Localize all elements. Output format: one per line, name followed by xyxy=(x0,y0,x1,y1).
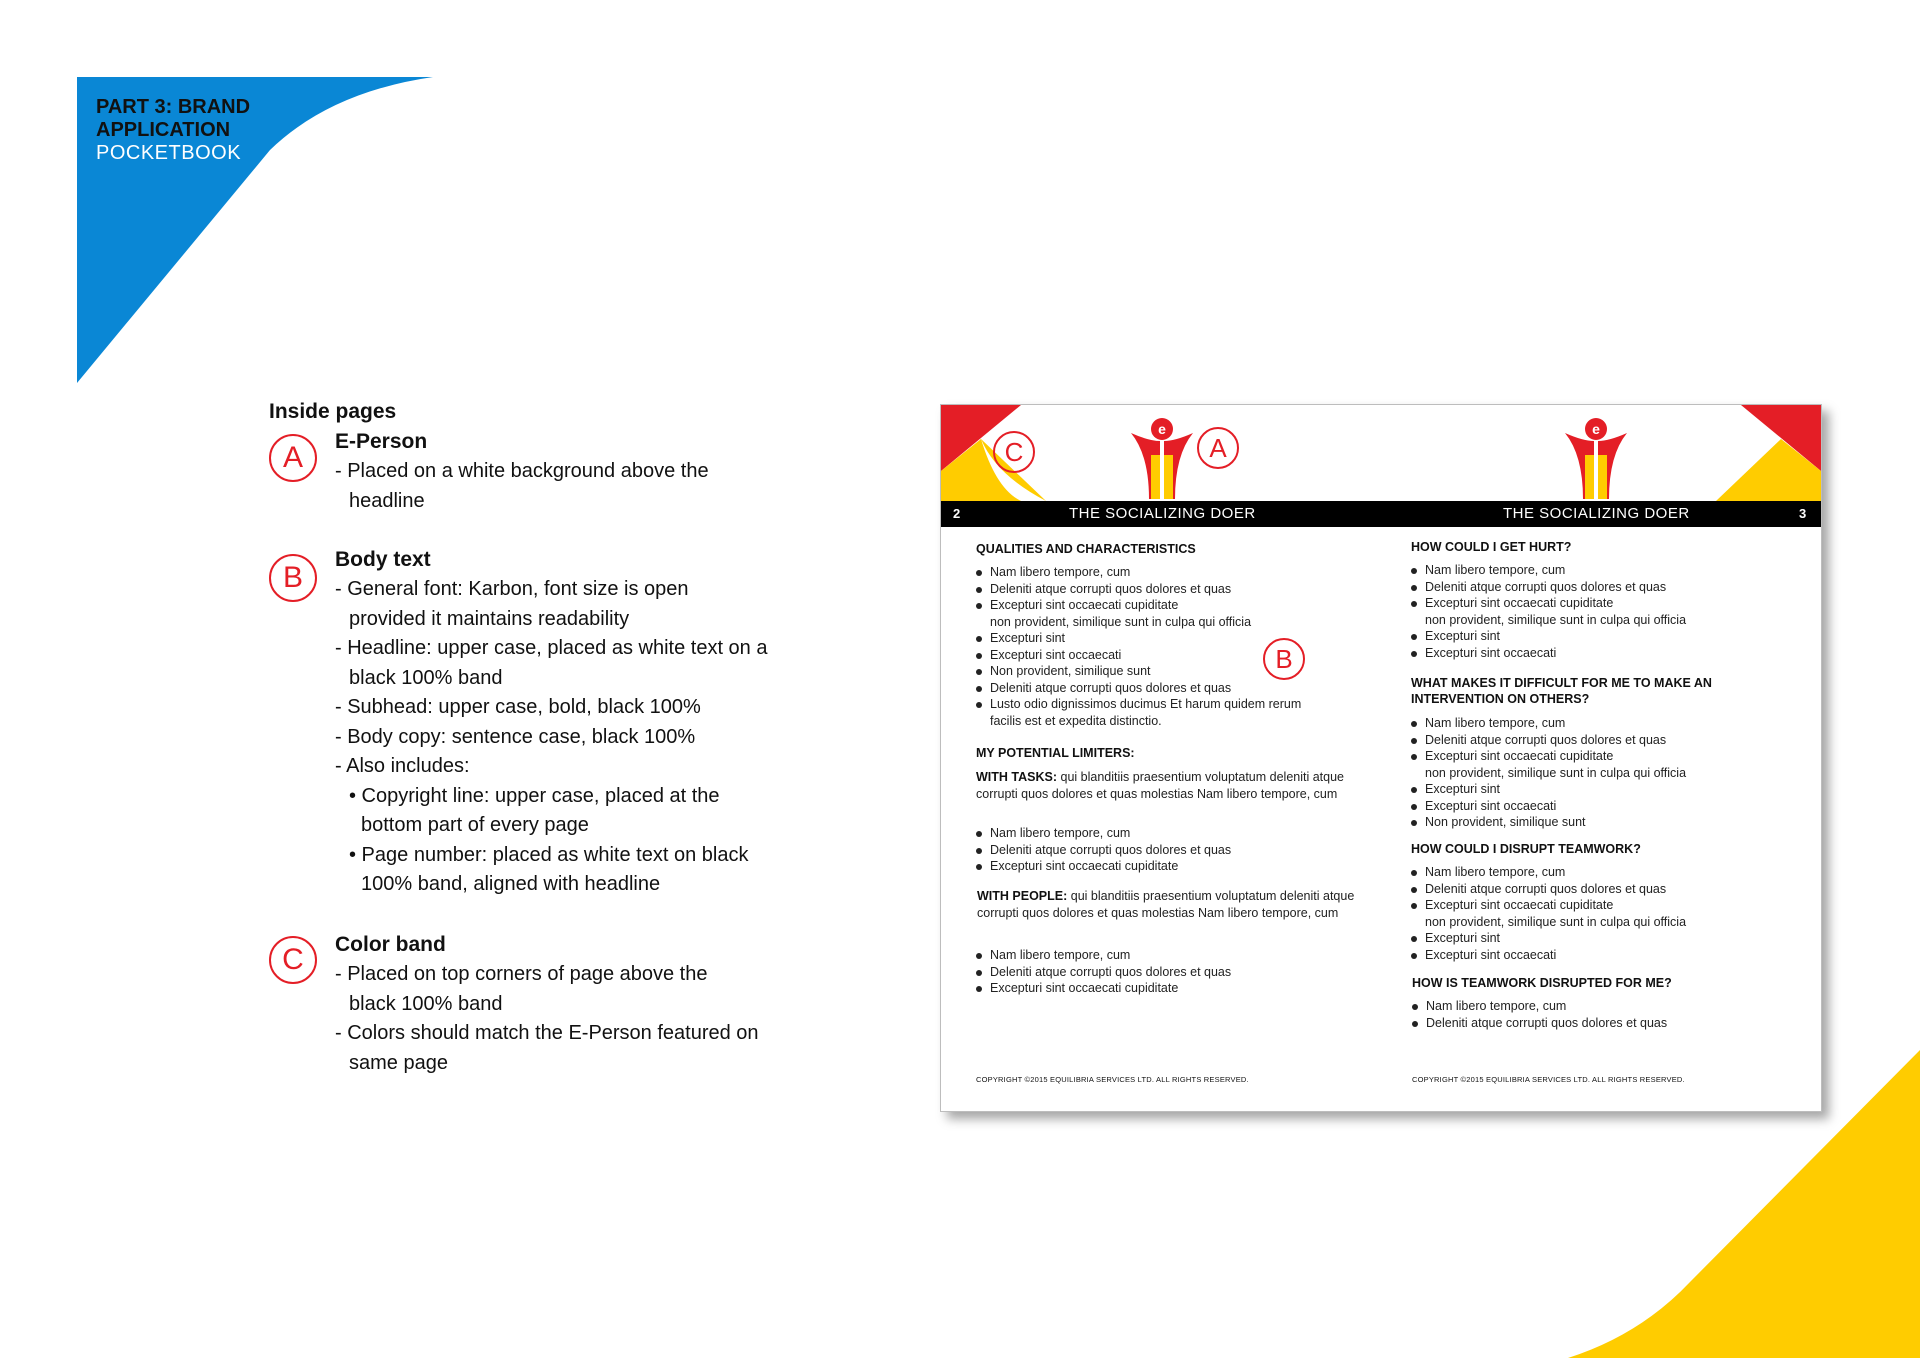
list-item: Nam libero tempore, cum xyxy=(1409,562,1686,579)
list-item: facilis est et expedita distinctio. xyxy=(990,713,1162,728)
disrupt-list xyxy=(1409,864,1686,963)
marker-c: C xyxy=(269,936,317,984)
section-c-line: - Colors should match the E-Person featured on xyxy=(335,1022,759,1044)
subhead-qualities: QUALITIES AND CHARACTERISTICS xyxy=(976,542,1196,556)
list-item: non provident, similique sunt in culpa qui officia xyxy=(990,614,1252,629)
list-item: Deleniti atque corrupti quos dolores et quas xyxy=(974,680,1301,697)
e-person-logo-right xyxy=(1561,415,1631,499)
list-item: Excepturi sint occaecati xyxy=(1409,645,1686,662)
list-item: Excepturi sint occaecati xyxy=(974,647,1301,664)
difficult-list xyxy=(1409,715,1686,831)
list-item: Excepturi sint occaecati cupiditate xyxy=(1409,748,1686,765)
list-item: non provident, similique sunt in culpa qui officia xyxy=(1425,914,1687,929)
list-item: Lusto odio dignissimos ducimus Et harum quidem rerum xyxy=(974,696,1301,713)
list-item: Nam libero tempore, cum xyxy=(1409,715,1686,732)
list-item: Nam libero tempore, cum xyxy=(974,947,1231,964)
list-item: Excepturi sint xyxy=(1409,930,1686,947)
subhead-difficult-1: WHAT MAKES IT DIFFICULT FOR ME TO MAKE AN xyxy=(1411,676,1712,690)
list-item: Deleniti atque corrupti quos dolores et quas xyxy=(974,964,1231,981)
people-label: WITH PEOPLE: xyxy=(977,889,1068,903)
list-item: Excepturi sint occaecati cupiditate xyxy=(974,980,1231,997)
disrupted-list xyxy=(1410,998,1667,1031)
book-marker-b: B xyxy=(1263,638,1305,680)
list-item: Excepturi sint occaecati cupiditate xyxy=(1409,595,1686,612)
section-b-line: bottom part of every page xyxy=(361,814,589,836)
tasks-list xyxy=(974,825,1231,875)
people-paragraph xyxy=(977,888,1362,921)
subhead-disrupted: HOW IS TEAMWORK DISRUPTED FOR ME? xyxy=(1412,976,1672,990)
list-item: Excepturi sint xyxy=(974,630,1301,647)
hurt-list xyxy=(1409,562,1686,661)
list-item: Deleniti atque corrupti quos dolores et quas xyxy=(1409,881,1686,898)
list-item: Nam libero tempore, cum xyxy=(1410,998,1667,1015)
subhead-disrupt: HOW COULD I DISRUPT TEAMWORK? xyxy=(1411,842,1641,856)
section-a-title: E-Person xyxy=(335,430,428,453)
logo-letter: e xyxy=(1158,421,1166,437)
people-text: qui blanditiis praesentium voluptatum deleniti atque corrupti quos dolores et quas molestias Nam libero tempore, cum xyxy=(977,889,1355,920)
section-b-line: provided it maintains readability xyxy=(349,608,630,630)
marker-a: A xyxy=(269,434,317,482)
section-c-line: - Placed on top corners of page above the xyxy=(335,963,708,985)
header-line-1: PART 3: BRAND xyxy=(96,96,251,118)
section-a-line: headline xyxy=(349,490,425,512)
section-a-line: - Placed on a white background above the xyxy=(335,460,709,482)
list-item: Excepturi sint occaecati xyxy=(1409,798,1686,815)
header-line-3: POCKETBOOK xyxy=(96,142,242,164)
section-b-line: • Copyright line: upper case, placed at the xyxy=(349,785,720,807)
list-item: Deleniti atque corrupti quos dolores et quas xyxy=(974,581,1301,598)
headline-right: THE SOCIALIZING DOER xyxy=(1503,505,1690,522)
book-marker-c: C xyxy=(993,431,1035,473)
marker-b: B xyxy=(269,554,317,602)
section-b-line: - Also includes: xyxy=(335,755,470,777)
list-item: Excepturi sint occaecati xyxy=(1409,947,1686,964)
logo-letter: e xyxy=(1592,421,1600,437)
list-item: Nam libero tempore, cum xyxy=(974,825,1231,842)
list-item: Excepturi sint occaecati cupiditate xyxy=(974,597,1301,614)
section-c-line: black 100% band xyxy=(349,993,503,1015)
copyright-right: COPYRIGHT ©2015 EQUILIBRIA SERVICES LTD. ALL RIGHTS RESERVED. xyxy=(1412,1075,1685,1084)
tasks-paragraph xyxy=(976,769,1361,802)
section-b-line: - Subhead: upper case, bold, black 100% xyxy=(335,696,701,718)
book-marker-a: A xyxy=(1197,427,1239,469)
section-c-title: Color band xyxy=(335,933,446,956)
section-b-line: - General font: Karbon, font size is open xyxy=(335,578,689,600)
subhead-limiters: MY POTENTIAL LIMITERS: xyxy=(976,746,1135,760)
headline-band xyxy=(941,501,1821,527)
tasks-label: WITH TASKS: xyxy=(976,770,1058,784)
inside-pages-title: Inside pages xyxy=(269,400,397,423)
section-b-line: 100% band, aligned with headline xyxy=(361,873,661,895)
list-item: non provident, similique sunt in culpa qui officia xyxy=(1425,612,1687,627)
section-b-line: - Headline: upper case, placed as white text on a xyxy=(335,637,768,659)
e-person-logo-left xyxy=(1127,415,1197,499)
copyright-left: COPYRIGHT ©2015 EQUILIBRIA SERVICES LTD. ALL RIGHTS RESERVED. xyxy=(976,1075,1249,1084)
page-number-right: 3 xyxy=(1799,506,1807,521)
subhead-hurt: HOW COULD I GET HURT? xyxy=(1411,540,1572,554)
section-b-line: - Body copy: sentence case, black 100% xyxy=(335,726,696,748)
list-item: Deleniti atque corrupti quos dolores et quas xyxy=(1410,1015,1667,1032)
list-item: Excepturi sint occaecati cupiditate xyxy=(974,858,1231,875)
section-b-line: black 100% band xyxy=(349,667,503,689)
list-item: Deleniti atque corrupti quos dolores et quas xyxy=(974,842,1231,859)
list-item: Excepturi sint xyxy=(1409,781,1686,798)
section-header xyxy=(96,96,250,165)
headline-left: THE SOCIALIZING DOER xyxy=(1069,505,1256,522)
color-band-corners xyxy=(941,405,1821,501)
list-item: Nam libero tempore, cum xyxy=(1409,864,1686,881)
section-c-line: same page xyxy=(349,1052,448,1074)
header-line-2: APPLICATION xyxy=(96,119,231,141)
list-item: Nam libero tempore, cum xyxy=(974,564,1301,581)
list-item: Non provident, similique sunt xyxy=(1409,814,1686,831)
page-number-left: 2 xyxy=(953,506,961,521)
tasks-text: qui blanditiis praesentium voluptatum deleniti atque corrupti quos dolores et quas molestias Nam libero tempore, cum xyxy=(976,770,1345,801)
subhead-difficult-2: INTERVENTION ON OTHERS? xyxy=(1411,692,1590,706)
qualities-list xyxy=(974,564,1301,729)
list-item: Excepturi sint occaecati cupiditate xyxy=(1409,897,1686,914)
list-item: Deleniti atque corrupti quos dolores et quas xyxy=(1409,732,1686,749)
list-item: Excepturi sint xyxy=(1409,628,1686,645)
people-list xyxy=(974,947,1231,997)
list-item: Deleniti atque corrupti quos dolores et quas xyxy=(1409,579,1686,596)
section-b-line: • Page number: placed as white text on black xyxy=(349,844,749,866)
section-b-title: Body text xyxy=(335,548,431,571)
list-item: Non provident, similique sunt xyxy=(974,663,1301,680)
list-item: non provident, similique sunt in culpa qui officia xyxy=(1425,765,1687,780)
pocketbook-spread xyxy=(940,404,1822,1112)
